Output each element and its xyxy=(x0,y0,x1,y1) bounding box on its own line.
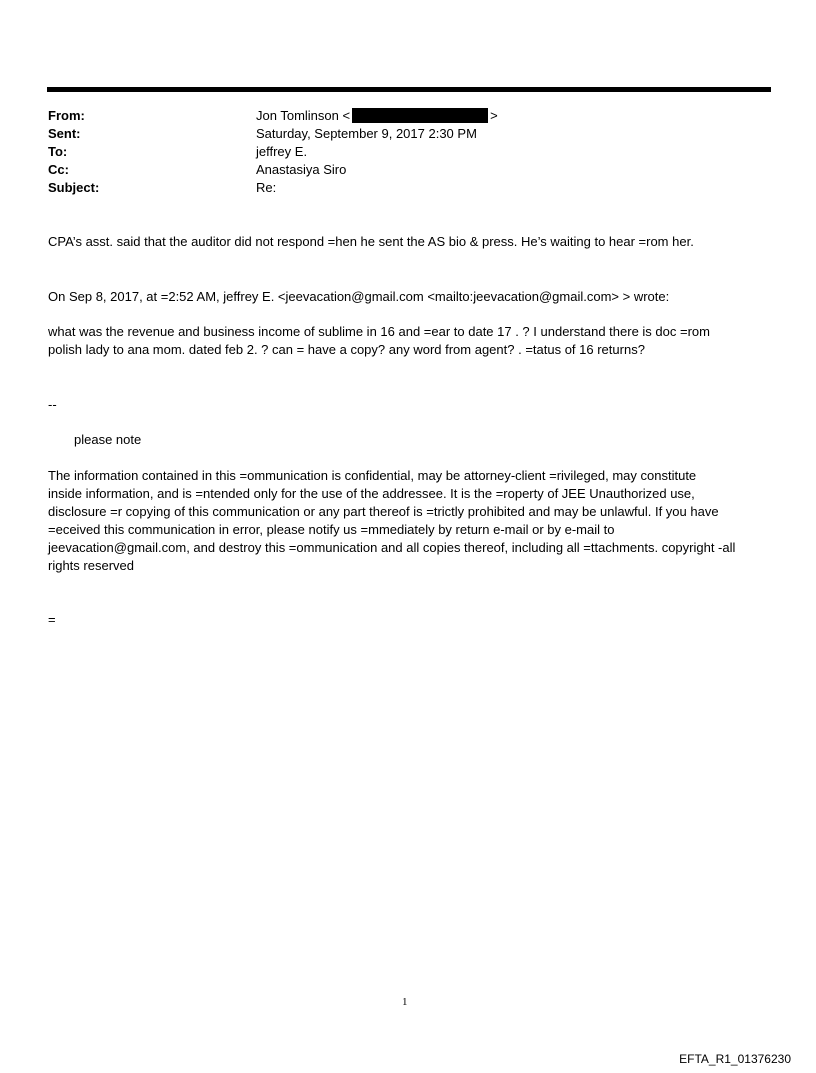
disclaimer-line: jeevacation@gmail.com, and destroy this =ommunication and all copies thereof, including all =ttachments. copyright -all xyxy=(48,540,736,555)
quote-intro: On Sep 8, 2017, at =2:52 AM, jeffrey E. <jeevacation@gmail.com <mailto:jeevacation@gmail.com> > wrote: xyxy=(48,289,670,304)
subject-value: Re: xyxy=(256,180,277,195)
quoted-line: what was the revenue and business income of sublime in 16 and =ear to date 17 . ? I understand there is doc =rom xyxy=(48,324,710,339)
from-name: Jon Tomlinson < xyxy=(256,108,351,123)
disclaimer-line: =eceived this communication in error, please notify us =mmediately by return e-mail or by e-mail to xyxy=(48,522,615,537)
sent-label: Sent: xyxy=(48,126,81,141)
sent-value: Saturday, September 9, 2017 2:30 PM xyxy=(256,126,477,141)
bates-number: EFTA_R1_01376230 xyxy=(679,1052,791,1066)
from-close: > xyxy=(490,108,498,123)
subject-label: Subject: xyxy=(48,180,100,195)
disclaimer-line: The information contained in this =ommunication is confidential, may be attorney-client =rivileged, may constitute xyxy=(48,468,697,483)
disclaimer-line: disclosure =r copying of this communication or any part thereof is =trictly prohibited and may be unlawful. If you have xyxy=(48,504,719,519)
to-value: jeffrey E. xyxy=(256,144,308,159)
disclaimer-line: inside information, and is =ntended only for the use of the addressee. It is the =roperty of JEE Unauthorized use, xyxy=(48,486,695,501)
reply-text: CPA’s asst. said that the auditor did not respond =hen he sent the AS bio & press. He’s waiting to hear =rom her. xyxy=(48,234,694,249)
from-label: From: xyxy=(48,108,85,123)
header-rule xyxy=(47,87,771,92)
cc-label: Cc: xyxy=(48,162,69,177)
please-note: please note xyxy=(74,432,142,447)
cc-value: Anastasiya Siro xyxy=(256,162,347,177)
page-number: 1 xyxy=(402,996,408,1008)
redaction-box xyxy=(352,108,488,123)
to-label: To: xyxy=(48,144,68,159)
disclaimer-line: rights reserved xyxy=(48,558,134,573)
trailing-equals: = xyxy=(48,612,56,627)
quoted-line: polish lady to ana mom. dated feb 2. ? can = have a copy? any word from agent? . =tatus of 16 returns? xyxy=(48,342,645,357)
from-value xyxy=(256,107,498,125)
signature-separator: -- xyxy=(48,397,57,412)
